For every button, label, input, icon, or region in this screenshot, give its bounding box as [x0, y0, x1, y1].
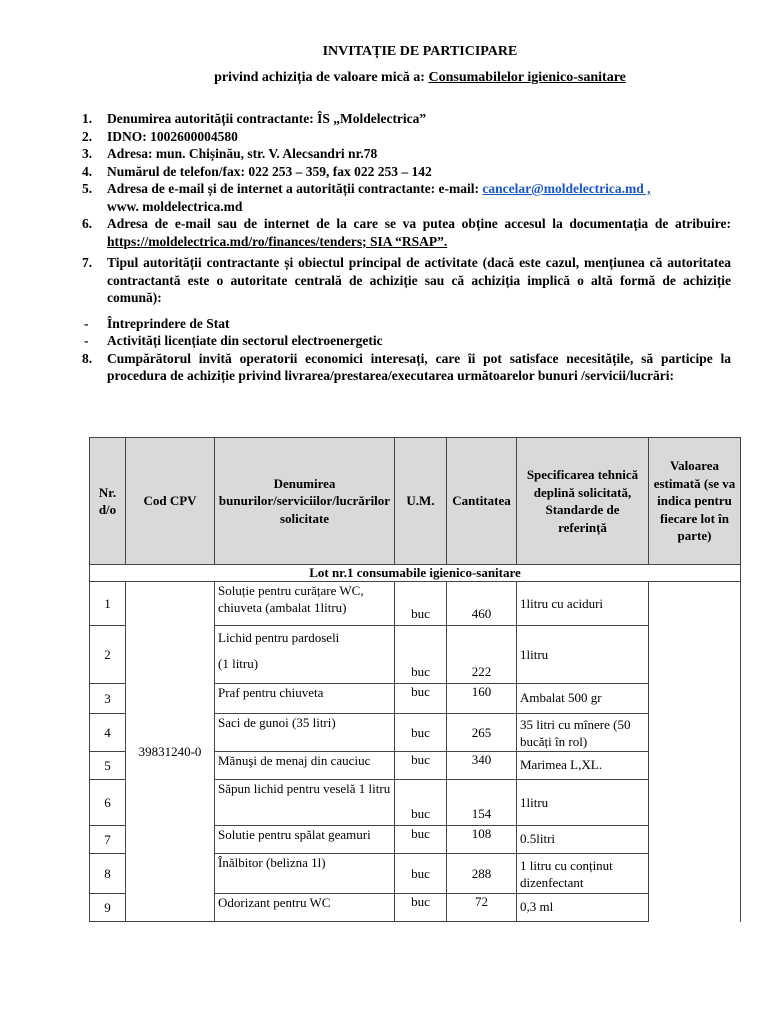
- cell-name: [215, 626, 395, 684]
- cell-cpv: 39831240-0: [126, 582, 215, 922]
- item-dash: -: [84, 333, 89, 348]
- item-text: Întreprindere de Stat: [107, 315, 230, 331]
- header-cpv: Cod CPV: [126, 438, 215, 565]
- document-subtitle: [0, 70, 770, 86]
- item-text: Tipul autorității contractante și obiectul principal de activitate (dacă este cazul, mențiunea că autoritatea contractantă este o autoritate centrală de achiziție sau că achiziția implică o altă formă de achiziție comună):: [107, 255, 731, 305]
- cell-qty: 288: [447, 854, 517, 894]
- header-um: U.M.: [395, 438, 447, 565]
- list-item: [80, 350, 731, 385]
- cell-qty: 265: [447, 714, 517, 752]
- cell-nr: 6: [90, 780, 126, 826]
- document-title: INVITAȚIE DE PARTICIPARE: [322, 44, 518, 59]
- tenders-link[interactable]: https://moldelectrica.md/ro/finances/tenders; SIA “RSAP”.: [107, 233, 448, 249]
- info-list: [80, 110, 731, 385]
- item-number: 1.: [82, 111, 93, 126]
- cell-nr: 1: [90, 582, 126, 626]
- item-text: Adresa: mun. Chișinău, str. V. Alecsandri nr.78: [107, 146, 378, 161]
- cell-spec: Marimea L,XL.: [517, 752, 649, 780]
- lot-title: Lot nr.1 consumabile igienico-sanitare: [90, 565, 741, 582]
- item-text: Adresa de e-mail și de internet a autorității contractante: e-mail:: [107, 181, 483, 196]
- list-item: [80, 332, 731, 350]
- header-spec: Specificarea tehnică deplină solicitată, Standarde de referință: [517, 438, 649, 565]
- item-text: Cumpărătorul invită operatorii economici interesați, care îi pot satisface necesitățile, să participe la procedura de achiziție privind livrarea/prestarea/executarea următoarelor bunuri /servicii/lucrări:: [107, 350, 731, 383]
- cell-spec: 1litru: [517, 626, 649, 684]
- cell-um: buc: [395, 582, 447, 626]
- cell-um: buc: [395, 752, 447, 780]
- list-item: [80, 145, 731, 163]
- header-nr: Nr. d/o: [90, 438, 126, 565]
- item-number: 8.: [82, 350, 93, 366]
- cell-qty: 222: [447, 626, 517, 684]
- cell-nr: 9: [90, 894, 126, 922]
- cell-um: buc: [395, 780, 447, 826]
- item-number: 2.: [82, 128, 93, 144]
- list-item: [80, 180, 731, 215]
- list-item: [80, 110, 731, 128]
- table-header-row: [90, 438, 741, 565]
- procurement-table: [89, 437, 741, 922]
- table-row: [90, 582, 741, 626]
- email-link[interactable]: cancelar@moldelectrica.md ,: [482, 181, 651, 196]
- cell-spec: 1litru cu aciduri: [517, 582, 649, 626]
- item-number: 4.: [82, 163, 93, 179]
- header-value: Valoarea estimată (se va indica pentru fiecare lot în parte): [649, 438, 741, 565]
- cell-um: buc: [395, 626, 447, 684]
- cell-qty: 72: [447, 894, 517, 922]
- cell-qty: 160: [447, 684, 517, 714]
- subtitle-object: Consumabilelor igienico-sanitare: [428, 70, 626, 85]
- list-item: [80, 163, 731, 181]
- list-item: [80, 315, 731, 333]
- cell-name: Solutie pentru spălat geamuri: [215, 826, 395, 854]
- list-item: [80, 215, 731, 250]
- cell-spec: 0,3 ml: [517, 894, 649, 922]
- cell-name: Mănuşi de menaj din cauciuc: [215, 752, 395, 780]
- item-number: 5.: [82, 181, 93, 196]
- cell-nr: 3: [90, 684, 126, 714]
- cell-qty: 108: [447, 826, 517, 854]
- item-text: Numărul de telefon/fax: 022 253 – 359, fax 022 253 – 142: [107, 163, 432, 179]
- list-item: [80, 254, 731, 307]
- lot-row: [90, 565, 741, 582]
- item-dash: -: [84, 315, 89, 331]
- cell-um: buc: [395, 854, 447, 894]
- item-text: Denumirea autorității contractante: ÎS „Moldelectrica”: [107, 111, 427, 126]
- cell-um: buc: [395, 714, 447, 752]
- cell-name: Saci de gunoi (35 litri): [215, 714, 395, 752]
- website-text: www. moldelectrica.md: [107, 198, 243, 214]
- cell-spec: Ambalat 500 gr: [517, 684, 649, 714]
- cell-nr: 5: [90, 752, 126, 780]
- cell-spec: 1litru: [517, 780, 649, 826]
- cell-name: Praf pentru chiuveta: [215, 684, 395, 714]
- item-text: IDNO: 1002600004580: [107, 128, 238, 144]
- cell-spec: 35 litri cu mînere (50 bucăți în rol): [517, 714, 649, 752]
- cell-nr: 4: [90, 714, 126, 752]
- cell-name: Odorizant pentru WC: [215, 894, 395, 922]
- header-name: Denumirea bunurilor/serviciilor/lucrărilor solicitate: [215, 438, 395, 565]
- item-number: 3.: [82, 146, 93, 161]
- cell-qty: 460: [447, 582, 517, 626]
- cell-um: buc: [395, 894, 447, 922]
- cell-name-line2: (1 litru): [218, 656, 259, 671]
- list-item: [80, 128, 731, 146]
- cell-um: buc: [395, 826, 447, 854]
- cell-name-line1: Lichid pentru pardoseli: [218, 630, 340, 645]
- item-text: Activități licențiate din sectorul electroenergetic: [107, 333, 383, 348]
- cell-name: Înălbitor (belizna 1l): [215, 854, 395, 894]
- cell-value: [649, 582, 741, 922]
- cell-nr: 7: [90, 826, 126, 854]
- cell-nr: 8: [90, 854, 126, 894]
- cell-name: Soluție pentru curățare WC, chiuveta (ambalat 1litru): [215, 582, 395, 626]
- item-number: 7.: [82, 255, 93, 270]
- header-qty: Cantitatea: [447, 438, 517, 565]
- subtitle-prefix: privind achiziția de valoare mică a:: [214, 70, 429, 85]
- cell-qty: 154: [447, 780, 517, 826]
- cell-spec: 0.5litri: [517, 826, 649, 854]
- cell-name: Săpun lichid pentru veselă 1 litru: [215, 780, 395, 826]
- cell-nr: 2: [90, 626, 126, 684]
- cell-qty: 340: [447, 752, 517, 780]
- cell-um: buc: [395, 684, 447, 714]
- item-text: Adresa de e-mail sau de internet de la care se va putea obține accesul la documentația de atribuire:: [107, 216, 731, 231]
- item-number: 6.: [82, 216, 93, 231]
- cell-spec: 1 litru cu conținut dizenfectant: [517, 854, 649, 894]
